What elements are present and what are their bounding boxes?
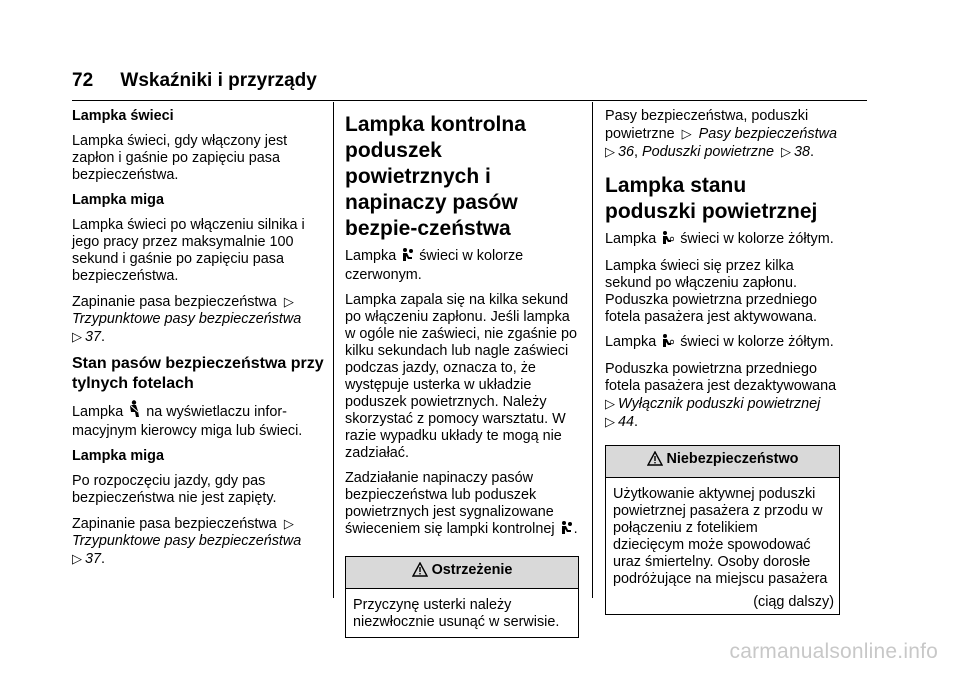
reference-arrow-icon: ▷	[605, 414, 615, 429]
text: Lampka	[345, 248, 397, 264]
subheading-lampka-miga-2: Lampka miga	[72, 448, 164, 464]
paragraph-kolor	[345, 248, 579, 284]
cross-reference-link[interactable]: Trzypunktowe pasy bezpieczeństwa	[72, 533, 302, 549]
page-reference[interactable]: 44	[618, 414, 635, 430]
paragraph-zolty-1	[605, 231, 840, 250]
reference-arrow-icon: ▷	[283, 294, 294, 309]
airbag-warning-icon	[561, 521, 572, 540]
page-reference[interactable]: 38	[794, 144, 811, 160]
paragraph-rozpoczeciu: Po rozpoczęciu jazdy, gdy pas bezpieczeństwa nie jest zapięty.	[72, 473, 277, 506]
page-number: 72	[72, 70, 94, 91]
text: Zapinanie pasa bezpieczeństwa	[72, 516, 277, 532]
cross-reference-link[interactable]: Poduszki powietrzne	[642, 144, 774, 160]
chapter-title: Wskaźniki i przyrządy	[120, 70, 317, 91]
text: Lampka	[72, 404, 124, 420]
passenger-airbag-status-icon	[662, 334, 674, 353]
paragraph-zapinanie-1: Zapinanie pasa bezpieczeństwa ▷ Trzypunktowe pasy bezpieczeństwa ▷ 37.	[72, 294, 302, 345]
reference-arrow-icon: ▷	[283, 516, 294, 531]
rear-seatbelt-icon	[129, 400, 140, 423]
section-heading-stanu: Lampka stanu poduszki powietrznej	[605, 174, 818, 223]
danger-box-body: Użytkowanie aktywnej poduszki powietrznej pasażera z przodu w połączeniu z fotelikiem dziecięcym może spowodować uraz śmiertelny. Osoby dorosłe podróżujące na miejscu pasażera	[613, 486, 828, 587]
paragraph-miga: Lampka świeci po włączeniu silnika i jego pracy przez maksymalnie 100 sekund i gaśnie po zapięciu pasa bezpieczeństwa.	[72, 217, 305, 284]
column-divider-left	[333, 102, 334, 598]
reference-arrow-icon: ▷	[605, 396, 615, 411]
text: Lampka	[605, 231, 657, 247]
reference-arrow-icon: ▷	[781, 144, 791, 159]
continued-note: (ciąg dalszy)	[753, 594, 834, 610]
reference-arrow-icon: ▷	[605, 144, 615, 159]
watermark: carmanualsonline.info	[729, 640, 938, 663]
subheading-lampka-miga: Lampka miga	[72, 192, 164, 208]
cross-reference-link[interactable]: Trzypunktowe pasy bezpieczeństwa	[72, 311, 302, 327]
warning-triangle-icon	[412, 562, 428, 582]
danger-box	[605, 445, 840, 615]
subheading-lampka-swieci: Lampka świeci	[72, 108, 174, 124]
paragraph-dezaktywowana: Poduszka powietrzna przedniego fotela pasażera jest dezaktywowana ▷ Wyłącznik poduszki powietrznej ▷ 44.	[605, 361, 837, 430]
page-header	[72, 70, 317, 92]
warning-box	[345, 556, 579, 638]
cross-reference-link[interactable]: Wyłącznik poduszki powietrznej	[618, 396, 821, 412]
airbag-warning-icon	[402, 248, 413, 267]
paragraph-stan	[72, 400, 324, 440]
paragraph-zadzialanie: Zadziałanie napinaczy pasów bezpieczeństwa lub poduszek powietrznych jest sygnalizowane świeceniem się lampki kontrolnej .	[345, 470, 579, 540]
paragraph-zapinanie-2: Zapinanie pasa bezpieczeństwa ▷ Trzypunktowe pasy bezpieczeństwa ▷ 37.	[72, 516, 302, 567]
text: na wyświetlaczu infor-macyjnym kierowcy miga lub świeci.	[72, 404, 303, 439]
paragraph-pasy: Pasy bezpieczeństwa, poduszki powietrzne ▷ Pasy bezpieczeństwa ▷ 36, Poduszki powietrzne ▷ 38.	[605, 108, 837, 160]
passenger-airbag-status-icon	[662, 231, 674, 250]
text: świeci w kolorze czerwonym.	[345, 248, 524, 283]
danger-box-header	[606, 446, 839, 478]
page-reference[interactable]: 37	[85, 329, 102, 345]
column-3	[605, 108, 840, 615]
reference-arrow-icon: ▷	[72, 551, 82, 566]
text: świeci w kolorze żółtym.	[680, 231, 834, 247]
page-reference[interactable]: 37	[85, 551, 102, 567]
cross-reference-link[interactable]: Pasy bezpieczeństwa	[698, 126, 837, 142]
page-reference[interactable]: 36	[618, 144, 635, 160]
paragraph-swieci: Lampka świeci, gdy włączony jest zapłon i gaśnie po zapięciu pasa bezpieczeństwa.	[72, 133, 288, 183]
text: świeci w kolorze żółtym.	[680, 334, 834, 350]
header-rule	[72, 100, 867, 101]
text: Lampka	[605, 334, 657, 350]
paragraph-zapala: Lampka zapala się na kilka sekund po włączeniu zapłonu. Jeśli lampka w ogóle nie zaświeci, nie zgaśnie po kilku sekundach lub nagle zaświeci podczas jazdy, oznacza to, że występuje usterka w układzie poduszek powietrznych. Należy skorzystać z pomocy warsztatu. W razie wypadku układy te mogą nie zadziałać.	[345, 292, 577, 461]
danger-box-title: Niebezpieczeństwo	[666, 451, 799, 467]
text: Poduszka powietrzna przedniego fotela pasażera jest dezaktywowana	[605, 361, 837, 394]
column-1	[72, 108, 324, 576]
section-heading-kontrolna: Lampka kontrolna poduszek powietrznych i napinaczy pasów bezpie-czeństwa	[345, 113, 526, 240]
text: Pasy bezpieczeństwa, poduszki powietrzne	[605, 108, 809, 142]
paragraph-zolty-2	[605, 334, 840, 353]
warning-box-header	[346, 557, 578, 589]
column-divider-right	[592, 102, 593, 598]
section-heading-stan: Stan pasów bezpieczeństwa przy tylnych fotelach	[72, 355, 324, 392]
text: Zadziałanie napinaczy pasów bezpieczeństwa lub poduszek powietrznych jest sygnalizowane świeceniem się lampki kontrolnej	[345, 470, 555, 537]
text: Zapinanie pasa bezpieczeństwa	[72, 294, 277, 310]
warning-triangle-icon	[647, 451, 663, 471]
warning-box-body: Przyczynę usterki należy niezwłocznie usunąć w serwisie.	[353, 597, 560, 630]
warning-box-title: Ostrzeżenie	[431, 562, 513, 578]
reference-arrow-icon: ▷	[72, 329, 82, 344]
paragraph-kilka: Lampka świeci się przez kilka sekund po włączeniu zapłonu. Poduszka powietrzna przedniego fotela pasażera jest aktywowana.	[605, 258, 817, 325]
reference-arrow-icon: ▷	[681, 126, 692, 141]
column-2	[345, 112, 579, 638]
